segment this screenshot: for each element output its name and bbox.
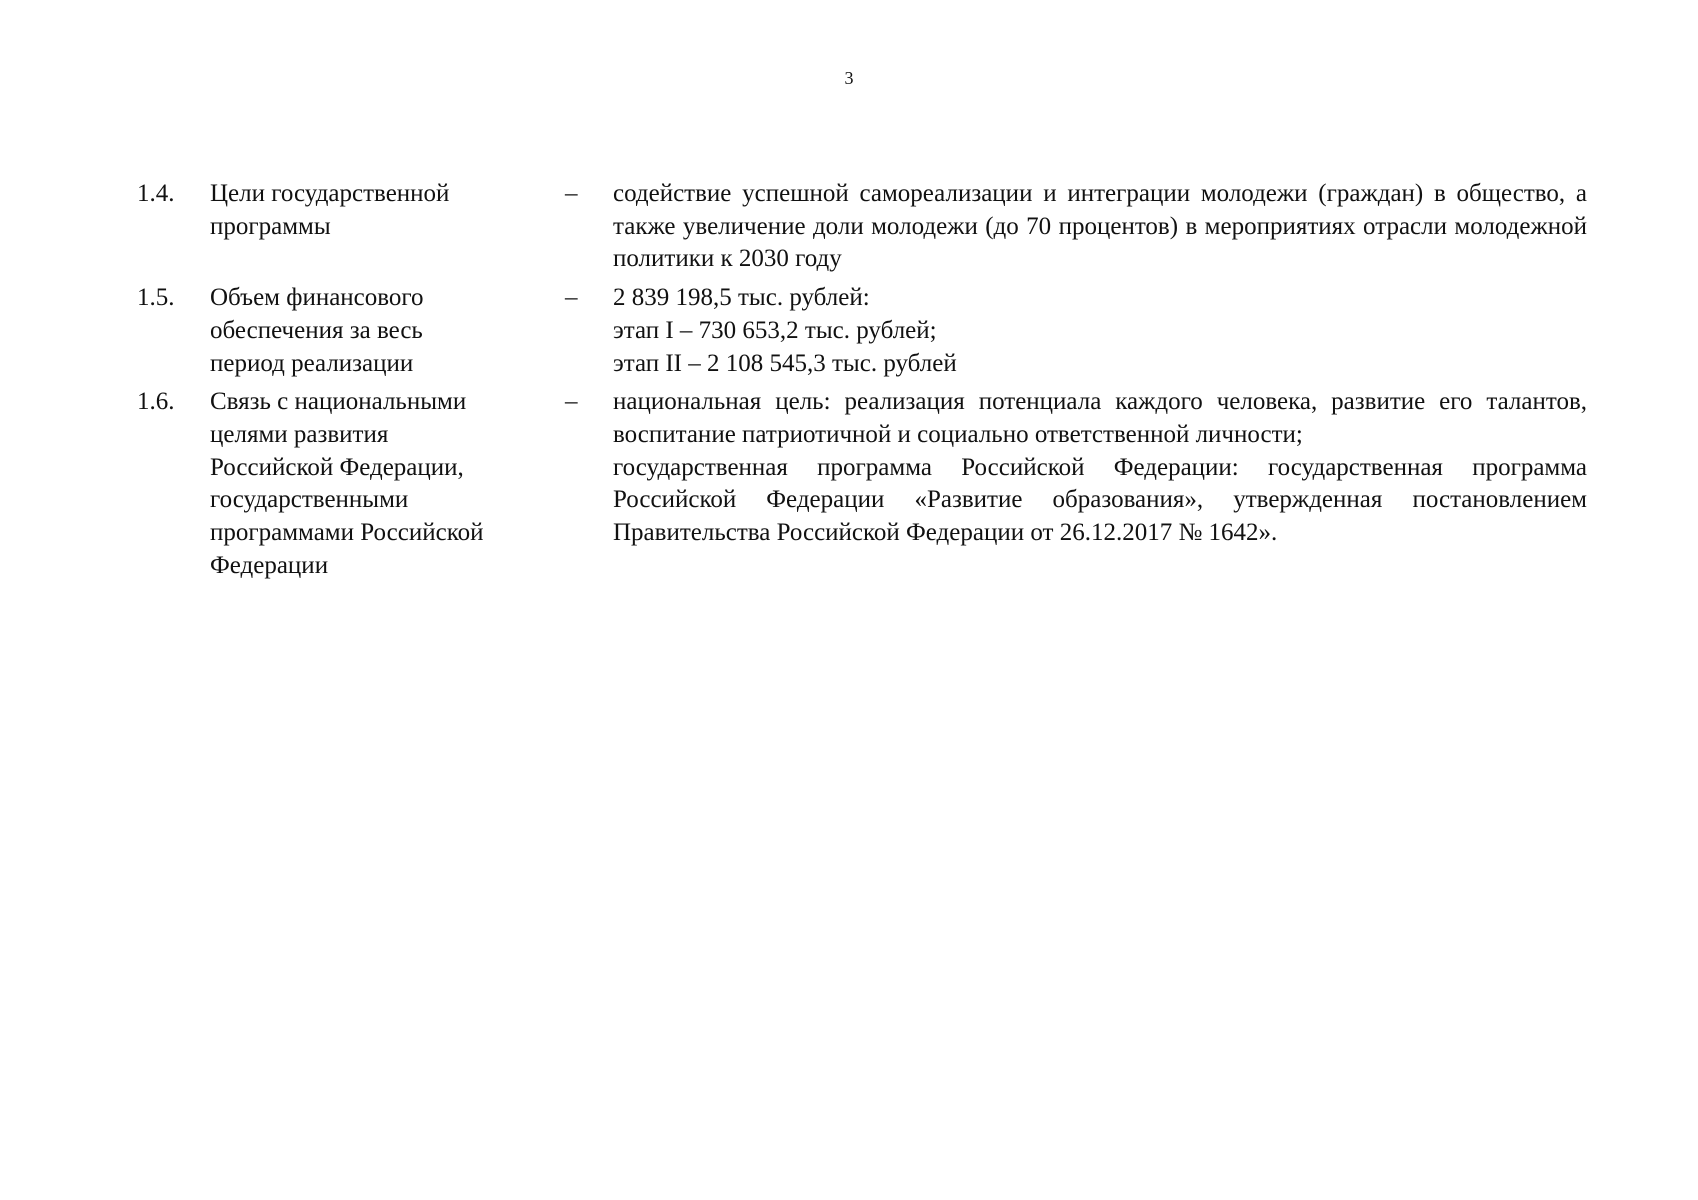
row-label-line: обеспечения за весь [210,316,423,344]
national-goal-paragraph: национальная цель: реализация потенциала каждого человека, развитие его талантов, воспитание патриотичной и социально ответственной личности; [613,388,1587,448]
funding-stage-1: этап I – 730 653,2 тыс. рублей; [613,316,937,344]
row-number: 1.5. [137,284,175,312]
table-row-1-5 [137,276,1587,380]
row-dash: – [565,388,578,416]
row-label-line: период реализации [210,349,414,377]
row-label-line: программы [210,212,331,240]
state-program-paragraph: государственная программа Российской Федерации: государственная программа Российской Федерации «Развитие образования», утвержденная постановлением Правительства Российской Федерации от 26.12.2017 № 1642». [613,453,1587,547]
row-label [210,178,565,276]
funding-total: 2 839 198,5 тыс. рублей: [613,284,870,312]
funding-stage-2: этап II – 2 108 545,3 тыс. рублей [613,349,957,377]
row-dash: – [565,284,578,312]
table-row-1-6 [137,380,1587,582]
row-label-line: программами Российской [210,519,484,547]
table-row-1-4 [137,178,1587,276]
row-value [613,276,1587,380]
row-label-line: Цели государственной [210,180,450,207]
row-value [613,380,1587,582]
row-label-line: Объем финансового [210,284,424,312]
row-label-line: целями развития [210,420,389,448]
row-label [210,380,565,582]
page-number: 3 [844,68,854,88]
row-dash: – [565,180,578,207]
row-number: 1.6. [137,388,175,416]
row-label [210,276,565,380]
row-number: 1.4. [137,180,175,207]
row-label-line: Связь с национальными [210,388,467,416]
row-label-line: государственными [210,486,409,514]
row-label-line: Федерации [210,551,329,579]
program-passport-table [137,178,1587,582]
row-label-line: Российской Федерации, [210,453,464,481]
row-value: содействие успешной самореализации и интеграции молодежи (граждан) в общество, а также увеличение доли молодежи (до 70 процентов) в мероприятиях отрасли молодежной политики к 2030 году [613,180,1587,273]
